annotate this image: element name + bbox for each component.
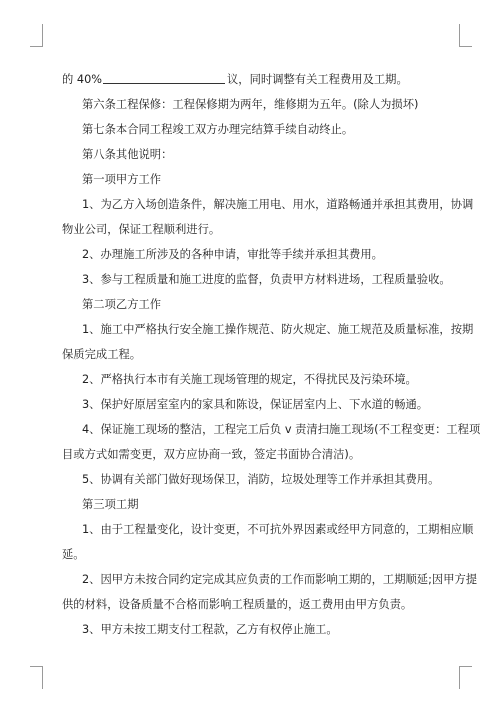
section-party-b-heading: 第二项乙方工作 [82,298,162,311]
crop-mark-top-right [459,24,472,47]
article-6: 第六条工程保修：工程保修期为两年，维修期为五年。(除人为损坏) [82,98,419,111]
party-b-item-5: 5、协调有关部门做好现场保卫，消防，垃圾处理等工作并承担其费用。 [82,473,440,486]
continuation-prefix: 的 40% [62,73,102,86]
party-a-item-2: 2、办理施工所涉及的各种申请，审批等手续并承担其费用。 [82,248,383,261]
document-body [62,67,481,642]
party-b-item-1-line-2: 保质完成工程。 [62,348,142,361]
schedule-item-1-line-1: 1、由于工程量变化，设计变更，不可抗外界因素或经甲方同意的，工期相应顺 [82,523,474,536]
schedule-item-3: 3、甲方未按工期支付工程款，乙方有权停止施工。 [82,623,338,636]
article-8-heading: 第八条其他说明： [82,148,173,161]
fill-in-blank [103,71,225,84]
party-b-item-3: 3、保护好原居室室内的家具和陈设，保证居室内上、下水道的畅通。 [82,398,429,411]
section-schedule-heading: 第三项工期 [82,498,139,511]
party-a-item-1-line-2: 物业公司，保证工程顺利进行。 [62,223,221,236]
party-a-item-1-line-1: 1、为乙方入场创造条件，解决施工用电、用水，道路畅通并承担其费用，协调 [82,198,474,211]
schedule-item-2-line-1: 2、因甲方未按合同约定完成其应负责的工作而影响工期的，工期顺延;因甲方提 [82,573,478,586]
article-7: 第七条本合同工程竣工双方办理完结算手续自动终止。 [82,123,354,136]
party-a-item-3: 3、参与工程质量和施工进度的监督，负责甲方材料进场，工程质量验收。 [82,273,451,286]
party-b-item-2: 2、严格执行本市有关施工现场管理的规定，不得扰民及污染环境。 [82,373,417,386]
party-b-item-4-line-2: 目或方式如需变更，双方应协商一致，签定书面协合清洁)。 [62,448,361,461]
section-party-a-heading: 第一项甲方工作 [82,173,162,186]
party-b-item-4-line-1: 4、保证施工现场的整洁，工程完工后负 v 责清扫施工现场(不工程变更：工程项 [82,423,481,436]
party-b-item-1-line-1: 1、施工中严格执行安全施工操作规范、防火规定、施工规范及质量标准，按期 [82,323,474,336]
crop-mark-bottom-right [459,666,472,689]
schedule-item-1-line-2: 延。 [62,548,85,561]
paragraph-continuation [62,67,442,92]
continuation-suffix: 议，同时调整有关工程费用及工期。 [227,73,408,86]
schedule-item-2-line-2: 供的材料，设备质量不合格而影响工程质量的，返工费用由甲方负责。 [62,598,413,611]
crop-mark-top-left [30,24,43,47]
crop-mark-bottom-left [30,666,43,689]
